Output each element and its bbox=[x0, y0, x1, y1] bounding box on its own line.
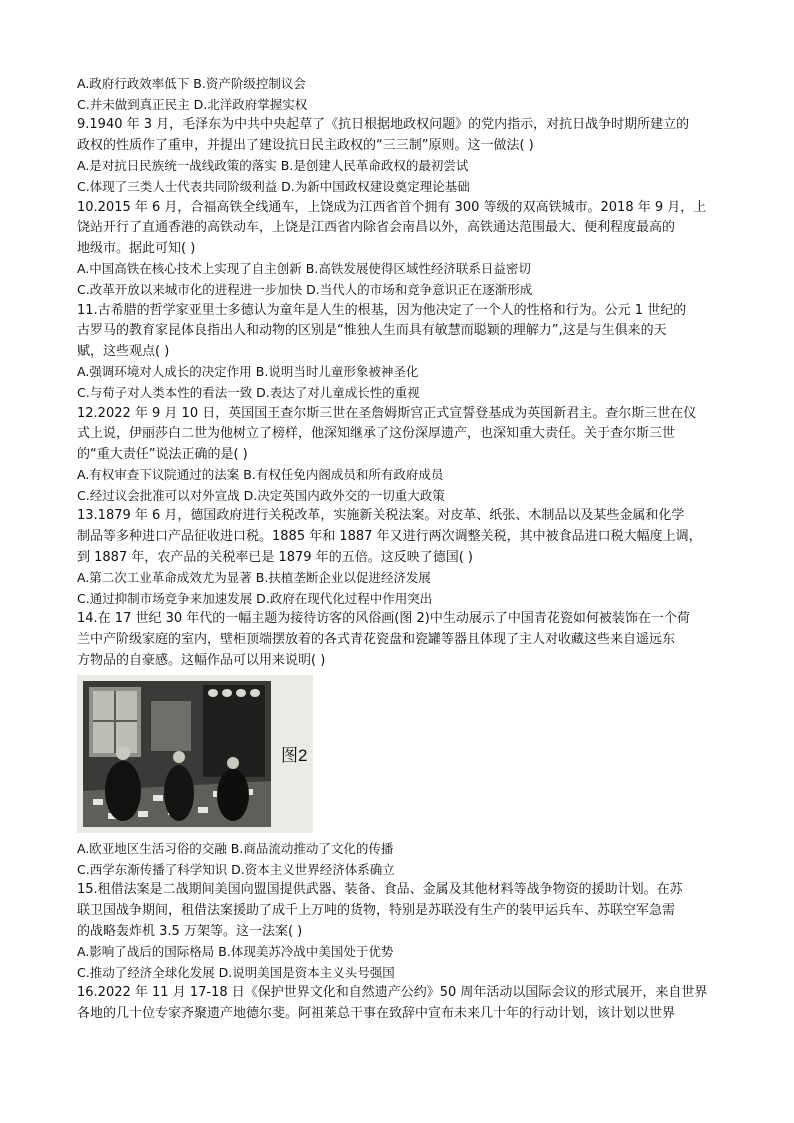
option-line: C.通过抑制市场竞争来加速发展 D.政府在现代化过程中作用突出 bbox=[77, 590, 433, 606]
option-line: A.欧亚地区生活习俗的交融 B.商品流动推动了文化的传播 bbox=[77, 841, 394, 857]
question-16-line: 16.2022 年 11 月 17-18 日《保护世界文化和自然遗产公约》50 周年活动以国际会议的形式展开，来自世界 bbox=[77, 985, 708, 1001]
question-10-line: 10.2015 年 6 月，合福高铁全线通车，上饶成为江西省首个拥有 300 等级的双高铁城市。2018 年 9 月，上 bbox=[77, 199, 707, 215]
question-14-line: 14.在 17 世纪 30 年代的一幅主题为接待访客的风俗画(图 2)中生动展示了中国青花瓷如何被装饰在一个荷 bbox=[77, 611, 690, 627]
text-block-top bbox=[77, 74, 723, 671]
option-line: A.影响了战后的国际格局 B.体现美苏冷战中美国处于优势 bbox=[77, 944, 394, 960]
question-10-line: 饶站开行了直通香港的高铁动车，上饶是江西省内除省会南昌以外，高铁通达范围最大、便利程度最高的 bbox=[77, 220, 676, 236]
option-line: C.与荀子对人类本性的看法一致 D.表达了对儿童成长性的重视 bbox=[77, 384, 420, 400]
question-11-line: 赋，这些观点( ) bbox=[77, 343, 170, 359]
question-15-line: 联卫国战争期间，租借法案援助了成千上万吨的货物，特别是苏联没有生产的装甲运兵车、苏联空军急需 bbox=[77, 903, 676, 918]
question-11-line: 11.古希腊的哲学家亚里士多德认为童年是人生的根基，因为他决定了一个人的性格和行为。公元 1 世纪的 bbox=[77, 302, 687, 318]
question-10-line: 地级市。据此可知( ) bbox=[77, 240, 196, 256]
option-line: A.强调环境对人成长的决定作用 B.说明当时儿童形象被神圣化 bbox=[77, 364, 419, 380]
option-line: A.是对抗日民族统一战线政策的落实 B.是创建人民革命政权的最初尝试 bbox=[77, 158, 469, 174]
figure-label: 图2 bbox=[281, 746, 308, 766]
genre-painting-image bbox=[83, 681, 271, 827]
question-9-line: 政权的性质作了重申，并提出了建设抗日民主政权的“三三制”原则。这一做法( ) bbox=[77, 137, 534, 153]
option-line: C.改革开放以来城市化的进程进一步加快 D.当代人的市场和竞争意识正在逐渐形成 bbox=[77, 281, 533, 297]
option-line: A.政府行政效率低下 B.资产阶级控制议会 bbox=[77, 76, 306, 91]
question-12-line: 的“重大责任”说法正确的是( ) bbox=[77, 446, 248, 462]
option-line: A.中国高铁在核心技术上实现了自主创新 B.高铁发展使得区域性经济联系日益密切 bbox=[77, 261, 531, 277]
option-line: A.有权审查下议院通过的法案 B.有权任免内阁成员和所有政府成员 bbox=[77, 467, 444, 483]
question-16-line: 各地的几十位专家齐聚遗产地德尔斐。阿祖莱总干事在致辞中宣布未来几十年的行动计划，该计划以世界 bbox=[77, 1005, 676, 1021]
option-line: C.体现了三类人士代表共同阶级利益 D.为新中国政权建设奠定理论基础 bbox=[77, 178, 470, 194]
option-line: C.经过议会批准可以对外宣战 D.决定英国内政外交的一切重大政策 bbox=[77, 487, 445, 503]
question-13-line: 制品等多种进口产品征收进口税。1885 年和 1887 年又进行两次调整关税，其中被食品进口税大幅度上调， bbox=[77, 529, 702, 545]
question-15-line: 15.租借法案是二战期间美国向盟国提供武器、装备、食品、金属及其他材料等战争物资的援助计划。在苏 bbox=[77, 882, 683, 898]
question-15-line: 的战略轰炸机 3.5 万架等。这一法案( ) bbox=[77, 923, 303, 939]
exam-page bbox=[77, 74, 723, 1025]
question-13-line: 到 1887 年，农产品的关税率已是 1879 年的五倍。这反映了德国( ) bbox=[77, 549, 473, 565]
figure-2 bbox=[77, 675, 313, 833]
question-14-line: 兰中产阶级家庭的室内，壁柜顶端摆放着的各式青花瓷盘和瓷罐等器且体现了主人对收藏这些来自遥远东 bbox=[77, 632, 676, 648]
option-line: C.并未做到真正民主 D.北洋政府掌握实权 bbox=[77, 96, 308, 112]
text-block-bottom bbox=[77, 839, 723, 1024]
question-11-line: 古罗马的教育家昆体良指出人和动物的区别是“惟独人生而具有敏慧而聪颖的理解力”,这是与生俱来的天 bbox=[77, 323, 667, 339]
question-9-line: 9.1940 年 3 月，毛泽东为中共中央起草了《抗日根据地政权问题》的党内指示，对抗日战争时期所建立的 bbox=[77, 117, 690, 133]
option-line: A.第二次工业革命成效尤为显著 B.扶植垄断企业以促进经济发展 bbox=[77, 570, 431, 586]
option-line: C.推动了经济全球化发展 D.说明美国是资本主义头号强国 bbox=[77, 964, 395, 980]
question-14-line: 方物品的自豪感。这幅作品可以用来说明( ) bbox=[77, 652, 326, 668]
option-line: C.西学东渐传播了科学知识 D.资本主义世界经济体系确立 bbox=[77, 861, 395, 877]
question-12-line: 式上说，伊丽莎白二世为他树立了榜样，他深知继承了这份深厚遗产，也深知重大责任。关于查尔斯三世 bbox=[77, 426, 676, 442]
question-12-line: 12.2022 年 9 月 10 日，英国国王查尔斯三世在圣詹姆斯宫正式宣誓登基成为英国新君主。查尔斯三世在仪 bbox=[77, 405, 697, 421]
question-13-line: 13.1879 年 6 月，德国政府进行关税改革，实施新关税法案。对皮革、纸张、木制品以及某些金属和化学 bbox=[77, 508, 685, 524]
